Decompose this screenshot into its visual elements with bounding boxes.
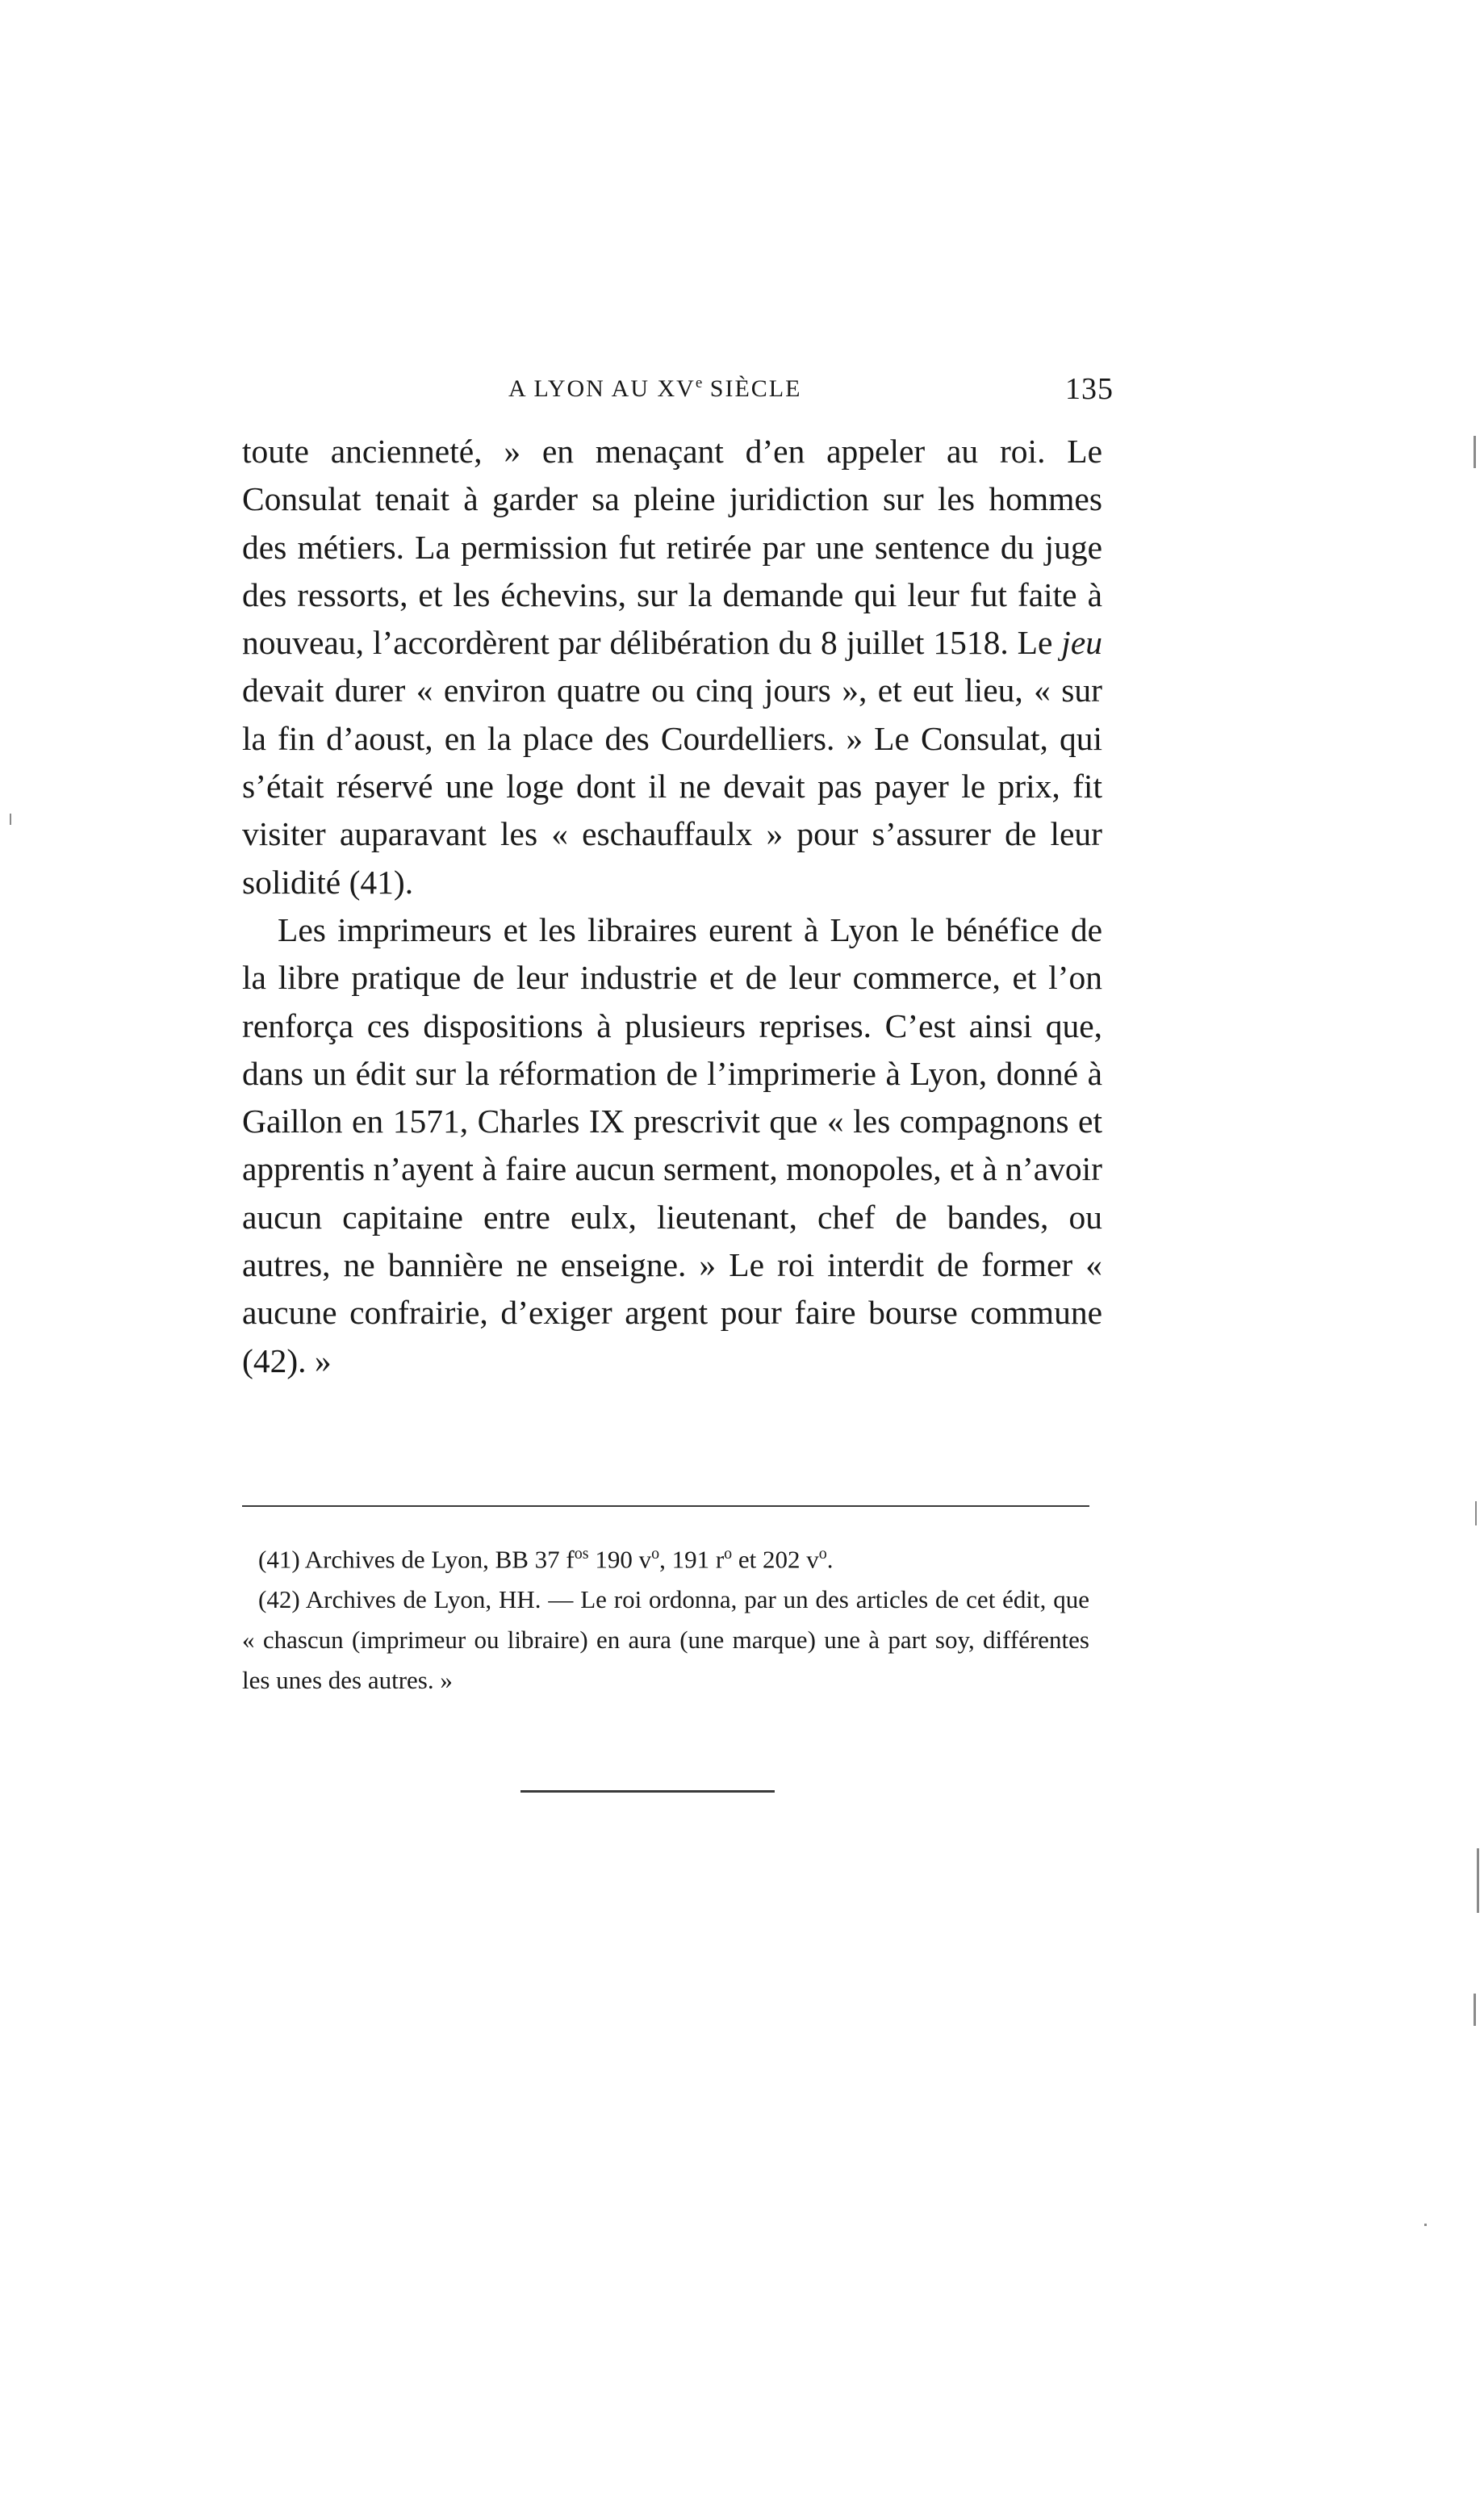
paragraph-1-part-1: toute ancienneté, » en menaçant d’en appeler au roi. Le Consulat tenait à garder sa pleine juridiction sur les hommes des métiers. La permission fut retirée par une sentence du juge des ressorts, et les échevins, sur la demande qui leur fut faite à nouveau, l’accordèrent par délibération du 8 juillet 1518. Le (242, 433, 1102, 662)
paragraph-1-emphasis: jeu (1061, 624, 1102, 662)
scan-mark (1475, 1501, 1477, 1525)
footnote-41-sup-1: os (574, 1545, 589, 1563)
page-number: 135 (1065, 372, 1114, 406)
footnote-41-part-1: (41) Archives de Lyon, BB 37 f (258, 1545, 575, 1574)
main-text (242, 428, 1102, 1385)
scan-mark (1477, 1848, 1479, 1913)
footnote-41-sup-4: o (818, 1545, 827, 1563)
paragraph-1-part-2: devait durer « environ quatre ou cinq jours », et eut lieu, « sur la fin d’aoust, en la place des Courdelliers. » Le Consulat, qui s’était réservé une loge dont il ne devait pas payer le prix, fit visiter auparavant les « eschauffaulx » pour s’assurer de leur solidité (41). (242, 672, 1102, 901)
end-rule (520, 1790, 775, 1793)
paragraph-2: Les imprimeurs et les libraires eurent à Lyon le bénéfice de la libre pratique de leur industrie et de leur commerce, et l’on renforça ces dispositions à plusieurs reprises. C’est ainsi que, dans un édit sur la réformation de l’imprimerie à Lyon, donné à Gaillon en 1571, Charles IX prescrivit que « les compagnons et apprentis n’ayent à faire aucun serment, monopoles, et à n’avoir aucun capitaine entre eulx, lieutenant, chef de bandes, ou autres, ne bannière ne enseigne. » Le roi interdit de former « aucune confrairie, d’exiger argent pour faire bourse commune (42). » (242, 910, 1102, 1379)
footnote-41-sup-3: o (724, 1545, 733, 1563)
footnote-41-part-5: . (826, 1545, 834, 1574)
footnote-41-part-2: 190 v (588, 1545, 652, 1574)
running-head (242, 371, 1114, 420)
footnote-41-part-3: , 191 r (659, 1545, 725, 1574)
scan-mark (1474, 1994, 1476, 2026)
scan-mark (1424, 2224, 1427, 2226)
footnote-separator-rule (242, 1505, 1089, 1507)
footnote-41 (242, 1534, 1089, 1580)
running-title-lead: A LYON AU XV (508, 375, 696, 402)
running-title-tail: SIÈCLE (702, 375, 802, 402)
scan-mark (10, 814, 11, 825)
footnote-41-sup-2: o (651, 1545, 660, 1563)
running-title (508, 375, 801, 403)
scan-mark (1474, 436, 1476, 468)
running-title-superscript: e (695, 375, 703, 391)
paragraph-1 (242, 428, 1102, 906)
footnote-42: (42) Archives de Lyon, HH. — Le roi ordonna, par un des articles de cet édit, que « chascun (imprimeur ou libraire) en aura (une marque) une à part soy, différentes les unes des autres. » (242, 1585, 1089, 1695)
footnote-41-part-4: et 202 v (732, 1545, 819, 1574)
footnotes (242, 1534, 1089, 1701)
